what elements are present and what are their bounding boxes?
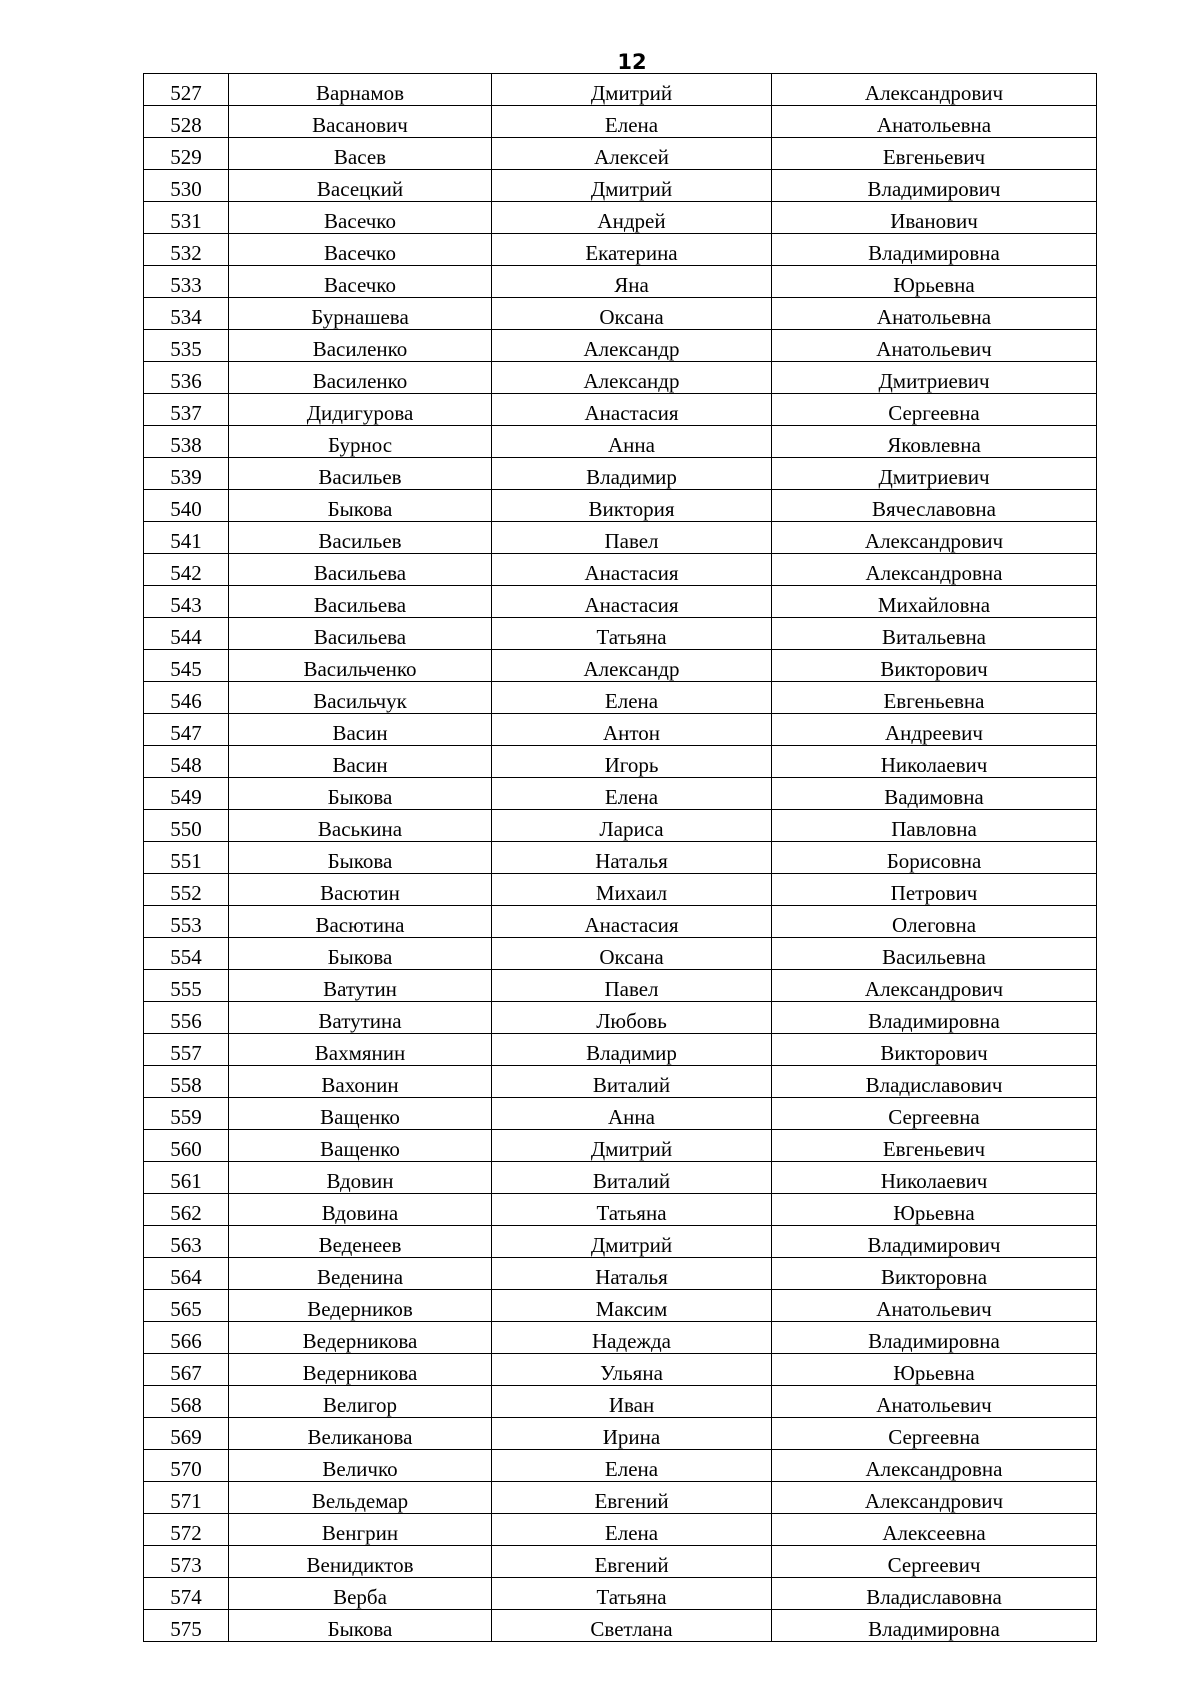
surname-cell: Вдовина bbox=[229, 1194, 492, 1226]
row-number-cell: 547 bbox=[144, 714, 229, 746]
patronymic-cell: Александрович bbox=[772, 970, 1097, 1002]
page-number: 12 bbox=[617, 50, 647, 74]
surname-cell: Быкова bbox=[229, 842, 492, 874]
surname-cell: Быкова bbox=[229, 1610, 492, 1642]
surname-cell: Васильев bbox=[229, 458, 492, 490]
first-name-cell: Александр bbox=[492, 362, 772, 394]
row-number-cell: 561 bbox=[144, 1162, 229, 1194]
surname-cell: Великанова bbox=[229, 1418, 492, 1450]
table-row bbox=[144, 1514, 1097, 1546]
patronymic-cell: Владимировна bbox=[772, 1322, 1097, 1354]
row-number-cell: 554 bbox=[144, 938, 229, 970]
row-number-cell: 566 bbox=[144, 1322, 229, 1354]
surname-cell: Быкова bbox=[229, 778, 492, 810]
patronymic-cell: Александрович bbox=[772, 74, 1097, 106]
surname-cell: Васильченко bbox=[229, 650, 492, 682]
patronymic-cell: Александрович bbox=[772, 522, 1097, 554]
patronymic-cell: Вадимовна bbox=[772, 778, 1097, 810]
patronymic-cell: Владимировна bbox=[772, 1610, 1097, 1642]
row-number-cell: 572 bbox=[144, 1514, 229, 1546]
first-name-cell: Ирина bbox=[492, 1418, 772, 1450]
table-row bbox=[144, 1322, 1097, 1354]
table-row bbox=[144, 1002, 1097, 1034]
first-name-cell: Елена bbox=[492, 682, 772, 714]
table-row bbox=[144, 1386, 1097, 1418]
first-name-cell: Татьяна bbox=[492, 618, 772, 650]
patronymic-cell: Анатольевич bbox=[772, 1290, 1097, 1322]
surname-cell: Васильчук bbox=[229, 682, 492, 714]
first-name-cell: Дмитрий bbox=[492, 1226, 772, 1258]
first-name-cell: Андрей bbox=[492, 202, 772, 234]
first-name-cell: Иван bbox=[492, 1386, 772, 1418]
first-name-cell: Екатерина bbox=[492, 234, 772, 266]
surname-cell: Васин bbox=[229, 714, 492, 746]
patronymic-cell: Владиславовна bbox=[772, 1578, 1097, 1610]
row-number-cell: 560 bbox=[144, 1130, 229, 1162]
patronymic-cell: Николаевич bbox=[772, 746, 1097, 778]
row-number-cell: 573 bbox=[144, 1546, 229, 1578]
row-number-cell: 562 bbox=[144, 1194, 229, 1226]
first-name-cell: Михаил bbox=[492, 874, 772, 906]
first-name-cell: Антон bbox=[492, 714, 772, 746]
surname-cell: Вельдемар bbox=[229, 1482, 492, 1514]
first-name-cell: Татьяна bbox=[492, 1578, 772, 1610]
surname-cell: Васютина bbox=[229, 906, 492, 938]
row-number-cell: 563 bbox=[144, 1226, 229, 1258]
patronymic-cell: Вячеславовна bbox=[772, 490, 1097, 522]
row-number-cell: 543 bbox=[144, 586, 229, 618]
row-number-cell: 574 bbox=[144, 1578, 229, 1610]
patronymic-cell: Николаевич bbox=[772, 1162, 1097, 1194]
table-row bbox=[144, 906, 1097, 938]
table-row bbox=[144, 1194, 1097, 1226]
row-number-cell: 565 bbox=[144, 1290, 229, 1322]
table-row bbox=[144, 106, 1097, 138]
first-name-cell: Виталий bbox=[492, 1162, 772, 1194]
surname-cell: Вдовин bbox=[229, 1162, 492, 1194]
first-name-cell: Павел bbox=[492, 522, 772, 554]
patronymic-cell: Сергеевна bbox=[772, 1418, 1097, 1450]
table-row bbox=[144, 458, 1097, 490]
table-row bbox=[144, 1482, 1097, 1514]
row-number-cell: 559 bbox=[144, 1098, 229, 1130]
first-name-cell: Владимир bbox=[492, 1034, 772, 1066]
table-row bbox=[144, 1354, 1097, 1386]
surname-cell: Ведерникова bbox=[229, 1322, 492, 1354]
row-number-cell: 542 bbox=[144, 554, 229, 586]
table-row bbox=[144, 1450, 1097, 1482]
first-name-cell: Анастасия bbox=[492, 394, 772, 426]
patronymic-cell: Андреевич bbox=[772, 714, 1097, 746]
row-number-cell: 537 bbox=[144, 394, 229, 426]
first-name-cell: Дмитрий bbox=[492, 170, 772, 202]
row-number-cell: 530 bbox=[144, 170, 229, 202]
surname-cell: Венидиктов bbox=[229, 1546, 492, 1578]
row-number-cell: 549 bbox=[144, 778, 229, 810]
patronymic-cell: Владимировна bbox=[772, 234, 1097, 266]
row-number-cell: 540 bbox=[144, 490, 229, 522]
table-row bbox=[144, 650, 1097, 682]
first-name-cell: Елена bbox=[492, 778, 772, 810]
surname-cell: Быкова bbox=[229, 938, 492, 970]
row-number-cell: 571 bbox=[144, 1482, 229, 1514]
row-number-cell: 552 bbox=[144, 874, 229, 906]
surname-cell: Васечко bbox=[229, 266, 492, 298]
row-number-cell: 545 bbox=[144, 650, 229, 682]
surname-cell: Васанович bbox=[229, 106, 492, 138]
surname-cell: Васильев bbox=[229, 522, 492, 554]
patronymic-cell: Дмитриевич bbox=[772, 362, 1097, 394]
patronymic-cell: Иванович bbox=[772, 202, 1097, 234]
table-row bbox=[144, 1546, 1097, 1578]
first-name-cell: Максим bbox=[492, 1290, 772, 1322]
row-number-cell: 569 bbox=[144, 1418, 229, 1450]
first-name-cell: Евгений bbox=[492, 1482, 772, 1514]
surname-cell: Васильева bbox=[229, 554, 492, 586]
patronymic-cell: Анатольевич bbox=[772, 1386, 1097, 1418]
row-number-cell: 541 bbox=[144, 522, 229, 554]
surname-cell: Веденина bbox=[229, 1258, 492, 1290]
surname-cell: Ватутин bbox=[229, 970, 492, 1002]
table-row bbox=[144, 394, 1097, 426]
row-number-cell: 546 bbox=[144, 682, 229, 714]
first-name-cell: Елена bbox=[492, 1450, 772, 1482]
patronymic-cell: Юрьевна bbox=[772, 1194, 1097, 1226]
table-row bbox=[144, 138, 1097, 170]
row-number-cell: 556 bbox=[144, 1002, 229, 1034]
patronymic-cell: Анатольевна bbox=[772, 298, 1097, 330]
row-number-cell: 555 bbox=[144, 970, 229, 1002]
patronymic-cell: Васильевна bbox=[772, 938, 1097, 970]
names-table bbox=[143, 73, 1097, 1642]
first-name-cell: Дмитрий bbox=[492, 1130, 772, 1162]
patronymic-cell: Сергеевна bbox=[772, 394, 1097, 426]
row-number-cell: 531 bbox=[144, 202, 229, 234]
row-number-cell: 536 bbox=[144, 362, 229, 394]
first-name-cell: Игорь bbox=[492, 746, 772, 778]
patronymic-cell: Евгеньевич bbox=[772, 138, 1097, 170]
surname-cell: Василенко bbox=[229, 330, 492, 362]
surname-cell: Васильева bbox=[229, 618, 492, 650]
surname-cell: Ватутина bbox=[229, 1002, 492, 1034]
first-name-cell: Наталья bbox=[492, 842, 772, 874]
table-row bbox=[144, 842, 1097, 874]
surname-cell: Вахмянин bbox=[229, 1034, 492, 1066]
table-row bbox=[144, 1098, 1097, 1130]
table-row bbox=[144, 234, 1097, 266]
patronymic-cell: Владиславович bbox=[772, 1066, 1097, 1098]
surname-cell: Васечко bbox=[229, 202, 492, 234]
row-number-cell: 533 bbox=[144, 266, 229, 298]
table-row bbox=[144, 874, 1097, 906]
first-name-cell: Елена bbox=[492, 1514, 772, 1546]
surname-cell: Васев bbox=[229, 138, 492, 170]
table-row bbox=[144, 522, 1097, 554]
table-row bbox=[144, 330, 1097, 362]
row-number-cell: 532 bbox=[144, 234, 229, 266]
first-name-cell: Виталий bbox=[492, 1066, 772, 1098]
surname-cell: Величко bbox=[229, 1450, 492, 1482]
row-number-cell: 568 bbox=[144, 1386, 229, 1418]
surname-cell: Василенко bbox=[229, 362, 492, 394]
patronymic-cell: Олеговна bbox=[772, 906, 1097, 938]
table-row bbox=[144, 746, 1097, 778]
first-name-cell: Дмитрий bbox=[492, 74, 772, 106]
first-name-cell: Виктория bbox=[492, 490, 772, 522]
table-row bbox=[144, 170, 1097, 202]
row-number-cell: 564 bbox=[144, 1258, 229, 1290]
first-name-cell: Владимир bbox=[492, 458, 772, 490]
table-row bbox=[144, 1226, 1097, 1258]
patronymic-cell: Борисовна bbox=[772, 842, 1097, 874]
row-number-cell: 538 bbox=[144, 426, 229, 458]
first-name-cell: Алексей bbox=[492, 138, 772, 170]
patronymic-cell: Викторович bbox=[772, 650, 1097, 682]
surname-cell: Бурнос bbox=[229, 426, 492, 458]
row-number-cell: 528 bbox=[144, 106, 229, 138]
first-name-cell: Оксана bbox=[492, 938, 772, 970]
row-number-cell: 534 bbox=[144, 298, 229, 330]
surname-cell: Дидигурова bbox=[229, 394, 492, 426]
row-number-cell: 553 bbox=[144, 906, 229, 938]
first-name-cell: Яна bbox=[492, 266, 772, 298]
surname-cell: Бурнашева bbox=[229, 298, 492, 330]
table-row bbox=[144, 1610, 1097, 1642]
first-name-cell: Елена bbox=[492, 106, 772, 138]
row-number-cell: 570 bbox=[144, 1450, 229, 1482]
table-row bbox=[144, 202, 1097, 234]
surname-cell: Велигор bbox=[229, 1386, 492, 1418]
first-name-cell: Татьяна bbox=[492, 1194, 772, 1226]
patronymic-cell: Анатольевич bbox=[772, 330, 1097, 362]
row-number-cell: 550 bbox=[144, 810, 229, 842]
patronymic-cell: Викторович bbox=[772, 1034, 1097, 1066]
patronymic-cell: Петрович bbox=[772, 874, 1097, 906]
table-row bbox=[144, 298, 1097, 330]
first-name-cell: Александр bbox=[492, 330, 772, 362]
patronymic-cell: Павловна bbox=[772, 810, 1097, 842]
row-number-cell: 544 bbox=[144, 618, 229, 650]
table-row bbox=[144, 810, 1097, 842]
patronymic-cell: Александровна bbox=[772, 1450, 1097, 1482]
row-number-cell: 548 bbox=[144, 746, 229, 778]
table-row bbox=[144, 586, 1097, 618]
table-row bbox=[144, 938, 1097, 970]
table-row bbox=[144, 1258, 1097, 1290]
surname-cell: Васильева bbox=[229, 586, 492, 618]
table-row bbox=[144, 266, 1097, 298]
table-row bbox=[144, 490, 1097, 522]
surname-cell: Васечко bbox=[229, 234, 492, 266]
table-row bbox=[144, 554, 1097, 586]
surname-cell: Верба bbox=[229, 1578, 492, 1610]
patronymic-cell: Владимирович bbox=[772, 1226, 1097, 1258]
table-row bbox=[144, 1162, 1097, 1194]
table-row bbox=[144, 618, 1097, 650]
patronymic-cell: Викторовна bbox=[772, 1258, 1097, 1290]
surname-cell: Венгрин bbox=[229, 1514, 492, 1546]
first-name-cell: Анна bbox=[492, 426, 772, 458]
first-name-cell: Евгений bbox=[492, 1546, 772, 1578]
patronymic-cell: Сергеевна bbox=[772, 1098, 1097, 1130]
patronymic-cell: Юрьевна bbox=[772, 266, 1097, 298]
first-name-cell: Анастасия bbox=[492, 586, 772, 618]
patronymic-cell: Анатольевна bbox=[772, 106, 1097, 138]
row-number-cell: 551 bbox=[144, 842, 229, 874]
first-name-cell: Надежда bbox=[492, 1322, 772, 1354]
patronymic-cell: Александровна bbox=[772, 554, 1097, 586]
row-number-cell: 539 bbox=[144, 458, 229, 490]
row-number-cell: 558 bbox=[144, 1066, 229, 1098]
patronymic-cell: Юрьевна bbox=[772, 1354, 1097, 1386]
patronymic-cell: Владимирович bbox=[772, 170, 1097, 202]
patronymic-cell: Владимировна bbox=[772, 1002, 1097, 1034]
surname-cell: Вахонин bbox=[229, 1066, 492, 1098]
surname-cell: Быкова bbox=[229, 490, 492, 522]
patronymic-cell: Дмитриевич bbox=[772, 458, 1097, 490]
first-name-cell: Анастасия bbox=[492, 554, 772, 586]
first-name-cell: Светлана bbox=[492, 1610, 772, 1642]
table-row bbox=[144, 1290, 1097, 1322]
first-name-cell: Наталья bbox=[492, 1258, 772, 1290]
table-row bbox=[144, 426, 1097, 458]
patronymic-cell: Алексеевна bbox=[772, 1514, 1097, 1546]
table-row bbox=[144, 1418, 1097, 1450]
table-body bbox=[144, 74, 1097, 1642]
surname-cell: Васин bbox=[229, 746, 492, 778]
surname-cell: Варнамов bbox=[229, 74, 492, 106]
first-name-cell: Любовь bbox=[492, 1002, 772, 1034]
table-row bbox=[144, 682, 1097, 714]
surname-cell: Ващенко bbox=[229, 1098, 492, 1130]
table-row bbox=[144, 1130, 1097, 1162]
row-number-cell: 557 bbox=[144, 1034, 229, 1066]
surname-cell: Васецкий bbox=[229, 170, 492, 202]
surname-cell: Веденеев bbox=[229, 1226, 492, 1258]
first-name-cell: Лариса bbox=[492, 810, 772, 842]
table-row bbox=[144, 1066, 1097, 1098]
patronymic-cell: Сергеевич bbox=[772, 1546, 1097, 1578]
surname-cell: Васютин bbox=[229, 874, 492, 906]
surname-cell: Ведерников bbox=[229, 1290, 492, 1322]
row-number-cell: 527 bbox=[144, 74, 229, 106]
table-row bbox=[144, 362, 1097, 394]
surname-cell: Васькина bbox=[229, 810, 492, 842]
first-name-cell: Анастасия bbox=[492, 906, 772, 938]
surname-cell: Ведерникова bbox=[229, 1354, 492, 1386]
first-name-cell: Оксана bbox=[492, 298, 772, 330]
table-row bbox=[144, 970, 1097, 1002]
table-row bbox=[144, 1034, 1097, 1066]
table-row bbox=[144, 778, 1097, 810]
row-number-cell: 575 bbox=[144, 1610, 229, 1642]
row-number-cell: 567 bbox=[144, 1354, 229, 1386]
row-number-cell: 535 bbox=[144, 330, 229, 362]
patronymic-cell: Михайловна bbox=[772, 586, 1097, 618]
patronymic-cell: Яковлевна bbox=[772, 426, 1097, 458]
first-name-cell: Ульяна bbox=[492, 1354, 772, 1386]
patronymic-cell: Евгеньевич bbox=[772, 1130, 1097, 1162]
row-number-cell: 529 bbox=[144, 138, 229, 170]
patronymic-cell: Витальевна bbox=[772, 618, 1097, 650]
first-name-cell: Анна bbox=[492, 1098, 772, 1130]
table-row bbox=[144, 74, 1097, 106]
patronymic-cell: Евгеньевна bbox=[772, 682, 1097, 714]
first-name-cell: Александр bbox=[492, 650, 772, 682]
surname-cell: Ващенко bbox=[229, 1130, 492, 1162]
table-row bbox=[144, 714, 1097, 746]
table-row bbox=[144, 1578, 1097, 1610]
first-name-cell: Павел bbox=[492, 970, 772, 1002]
patronymic-cell: Александрович bbox=[772, 1482, 1097, 1514]
